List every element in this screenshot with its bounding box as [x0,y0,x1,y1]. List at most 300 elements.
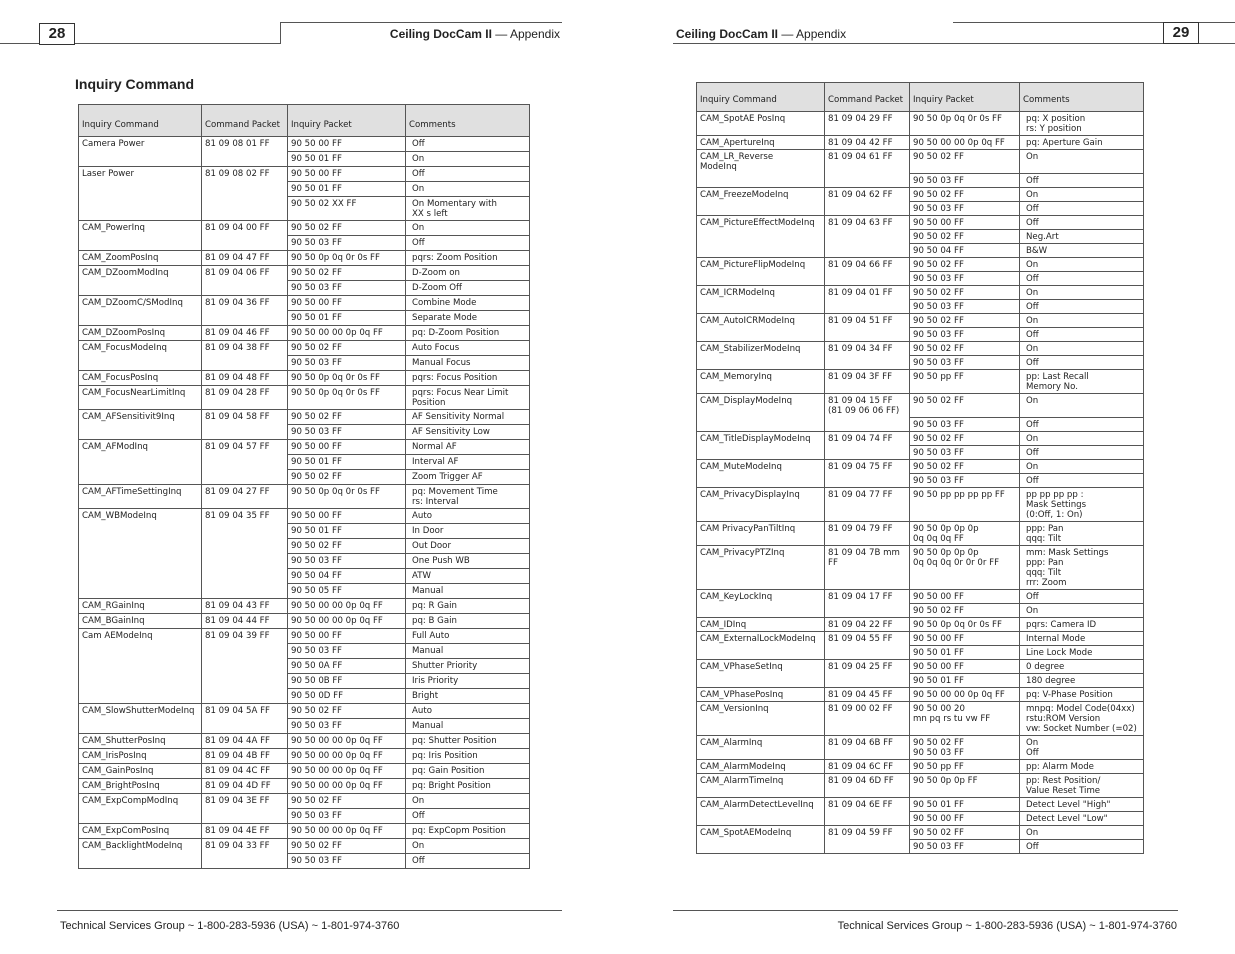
comment-cell: D-Zoom on [406,266,530,281]
inquiry-packet-cell: 90 50 0p 0p 0p 0q 0q 0q 0r 0r 0r FF [910,546,1020,590]
inquiry-packet-cell: 90 50 0p 0q 0r 0s FF [288,386,406,410]
table-row [79,137,530,152]
comment-cell: pq: B Gain [406,614,530,629]
comment-cell: Off [1020,300,1144,314]
inquiry-packet-cell: 90 50 0B FF [288,674,406,689]
comment-cell: On [1020,314,1144,328]
inquiry-packet-cell: 90 50 00 FF [288,509,406,524]
inquiry-command-cell: CAM_KeyLockInq [697,590,825,618]
inquiry-packet-cell: 90 50 03 FF [910,300,1020,314]
inquiry-packet-cell: 90 50 02 FF [288,470,406,485]
table-row [697,590,1144,604]
column-header: Comments [1020,83,1144,112]
command-packet-cell: 81 09 04 59 FF [825,826,910,854]
table-row [79,485,530,509]
table-row [697,136,1144,150]
command-packet-cell: 81 09 04 46 FF [202,326,288,341]
inquiry-command-cell: CAM_FreezeModeInq [697,188,825,216]
inquiry-packet-cell: 90 50 02 FF [288,794,406,809]
inquiry-packet-cell: 90 50 0p 0p FF [910,774,1020,798]
table-row [79,764,530,779]
table-row [79,824,530,839]
comment-cell: pq: Iris Position [406,749,530,764]
comment-cell: On Off [1020,736,1144,760]
table-row [697,798,1144,812]
command-packet-cell: 81 09 04 79 FF [825,522,910,546]
inquiry-packet-cell: 90 50 00 00 0p 0q FF [910,136,1020,150]
comment-cell: pq: Gain Position [406,764,530,779]
column-header: Command Packet [825,83,910,112]
header-title-rest: — Appendix [491,27,560,41]
command-packet-cell: 81 09 04 75 FF [825,460,910,488]
comment-cell: Full Auto [406,629,530,644]
inquiry-packet-cell: 90 50 00 00 0p 0q FF [288,599,406,614]
inquiry-packet-cell: 90 50 03 FF [288,809,406,824]
table-row [79,167,530,182]
comment-cell: Off [1020,418,1144,432]
table-row [697,342,1144,356]
header-title-rest: — Appendix [778,27,847,41]
table-row [79,794,530,809]
inquiry-command-cell: CAM_SpotAEModeInq [697,826,825,854]
footer-contact: Technical Services Group ~ 1-800-283-5936 (USA) ~ 1-801-974-3760 [837,920,1177,932]
inquiry-packet-cell: 90 50 01 FF [288,152,406,167]
command-packet-cell: 81 09 04 51 FF [825,314,910,342]
inquiry-packet-cell: 90 50 00 00 0p 0q FF [288,824,406,839]
command-packet-cell: 81 09 04 35 FF [202,509,288,599]
comment-cell: pqrs: Focus Near Limit Position [406,386,530,410]
inquiry-command-cell: CAM_ShutterPosInq [79,734,202,749]
command-packet-cell: 81 09 04 66 FF [825,258,910,286]
inquiry-command-cell: CAM_FocusNearLimitInq [79,386,202,410]
inquiry-packet-cell: 90 50 02 FF 90 50 03 FF [910,736,1020,760]
table-row [79,779,530,794]
table-row [697,736,1144,760]
inquiry-packet-cell: 90 50 01 FF [288,524,406,539]
inquiry-packet-cell: 90 50 00 FF [288,629,406,644]
command-packet-cell: 81 09 04 62 FF [825,188,910,216]
inquiry-command-cell: CAM_ICRModeInq [697,286,825,314]
table-row [697,150,1144,174]
inquiry-command-cell: CAM_BacklightModeInq [79,839,202,869]
inquiry-command-cell: CAM_WBModeInq [79,509,202,599]
command-packet-cell: 81 09 04 4D FF [202,779,288,794]
inquiry-packet-cell: 90 50 03 FF [910,328,1020,342]
table-row [697,702,1144,736]
inquiry-packet-cell: 90 50 02 FF [288,539,406,554]
inquiry-packet-cell: 90 50 00 00 0p 0q FF [288,764,406,779]
comment-cell: 180 degree [1020,674,1144,688]
column-header: Comments [406,105,530,137]
table-row [79,296,530,311]
table-row [79,614,530,629]
comment-cell: On [406,839,530,854]
table-row [79,326,530,341]
inquiry-packet-cell: 90 50 00 FF [910,216,1020,230]
inquiry-packet-cell: 90 50 02 FF [910,150,1020,174]
inquiry-command-cell: CAM_FocusModeInq [79,341,202,371]
inquiry-packet-cell: 90 50 02 FF [288,266,406,281]
inquiry-packet-cell: 90 50 02 FF [288,341,406,356]
comment-cell: On [1020,258,1144,272]
header-title-bold: Ceiling DocCam II [389,27,492,41]
comment-cell: pq: R Gain [406,599,530,614]
table-row [79,251,530,266]
comment-cell: On [406,182,530,197]
table-row [697,370,1144,394]
comment-cell: pq: Bright Position [406,779,530,794]
comment-cell: Line Lock Mode [1020,646,1144,660]
inquiry-command-cell: CAM_ZoomPosInq [79,251,202,266]
inquiry-packet-cell: 90 50 03 FF [910,446,1020,460]
command-packet-cell: 81 09 04 77 FF [825,488,910,522]
inquiry-packet-cell: 90 50 03 FF [288,425,406,440]
inquiry-command-cell: CAM_IrisPosInq [79,749,202,764]
comment-cell: AF Sensitivity Low [406,425,530,440]
comment-cell: Zoom Trigger AF [406,470,530,485]
command-packet-cell: 81 09 04 34 FF [825,342,910,370]
command-packet-cell: 81 09 04 58 FF [202,410,288,440]
inquiry-command-cell: CAM_PrivacyPTZInq [697,546,825,590]
inquiry-packet-cell: 90 50 03 FF [910,272,1020,286]
inquiry-command-cell: CAM_LR_Reverse ModeInq [697,150,825,188]
command-packet-cell: 81 09 04 63 FF [825,216,910,258]
inquiry-packet-cell: 90 50 01 FF [288,455,406,470]
comment-cell: mm: Mask Settings ppp: Pan qqq: Tilt rrr: Zoom [1020,546,1144,590]
inquiry-command-cell: CAM_PowerInq [79,221,202,251]
header-rule [280,22,281,44]
inquiry-command-cell: CAM_GainPosInq [79,764,202,779]
command-packet-cell: 81 09 04 55 FF [825,632,910,660]
comment-cell: On [1020,150,1144,174]
table-row [79,599,530,614]
comment-cell: Iris Priority [406,674,530,689]
inquiry-command-cell: CAM PrivacyPanTiltInq [697,522,825,546]
table-row [79,266,530,281]
inquiry-packet-cell: 90 50 03 FF [910,174,1020,188]
inquiry-packet-cell: 90 50 02 FF [288,221,406,236]
table-row [697,488,1144,522]
command-packet-cell: 81 09 04 6D FF [825,774,910,798]
footer-rule [673,910,1178,911]
command-packet-cell: 81 09 04 61 FF [825,150,910,188]
comment-cell: Normal AF [406,440,530,455]
inquiry-packet-cell: 90 50 03 FF [910,356,1020,370]
comment-cell: pp: Alarm Mode [1020,760,1144,774]
comment-cell: On [406,221,530,236]
inquiry-packet-cell: 90 50 04 FF [910,244,1020,258]
inquiry-packet-cell: 90 50 02 FF [910,314,1020,328]
inquiry-command-cell: CAM_DisplayModeInq [697,394,825,432]
header-title-bold: Ceiling DocCam II [676,27,779,41]
comment-cell: Off [1020,474,1144,488]
inquiry-packet-cell: 90 50 03 FF [288,281,406,296]
comment-cell: pp: Last Recall Memory No. [1020,370,1144,394]
comment-cell: Out Door [406,539,530,554]
inquiry-packet-cell: 90 50 03 FF [910,840,1020,854]
inquiry-packet-cell: 90 50 03 FF [288,854,406,869]
comment-cell: ATW [406,569,530,584]
inquiry-packet-cell: 90 50 02 FF [910,286,1020,300]
comment-cell: Off [1020,446,1144,460]
inquiry-packet-cell: 90 50 0p 0q 0r 0s FF [910,618,1020,632]
inquiry-command-cell: CAM_PrivacyDisplayInq [697,488,825,522]
inquiry-packet-cell: 90 50 04 FF [288,569,406,584]
inquiry-command-cell: CAM_RGainInq [79,599,202,614]
inquiry-command-cell: CAM_TitleDisplayModeInq [697,432,825,460]
command-packet-cell: 81 09 04 25 FF [825,660,910,688]
table-row [697,460,1144,474]
table-row [697,394,1144,418]
table-row [697,760,1144,774]
inquiry-packet-cell: 90 50 03 FF [288,356,406,371]
inquiry-command-cell: CAM_DZoomC/SModInq [79,296,202,326]
table-row [697,258,1144,272]
inquiry-packet-cell: 90 50 00 FF [910,590,1020,604]
comment-cell: Off [1020,202,1144,216]
inquiry-command-cell: CAM_AlarmDetectLevelInq [697,798,825,826]
inquiry-command-cell: CAM_AFModInq [79,440,202,485]
running-header [676,27,846,41]
table-row [697,688,1144,702]
comment-cell: pq: D-Zoom Position [406,326,530,341]
command-packet-cell: 81 09 04 39 FF [202,629,288,704]
comment-cell: Interval AF [406,455,530,470]
comment-cell: Off [406,809,530,824]
inquiry-command-cell: CAM_MemoryInq [697,370,825,394]
inquiry-packet-cell: 90 50 02 FF [288,410,406,425]
inquiry-command-cell: CAM_AFTimeSettingInq [79,485,202,509]
command-packet-cell: 81 09 04 27 FF [202,485,288,509]
inquiry-packet-cell: 90 50 00 00 0p 0q FF [288,614,406,629]
inquiry-packet-cell: 90 50 02 FF [910,432,1020,446]
command-packet-cell: 81 09 04 17 FF [825,590,910,618]
comment-cell: pp: Rest Position/ Value Reset Time [1020,774,1144,798]
comment-cell: On [406,794,530,809]
header-rule [280,22,562,23]
table-row [697,432,1144,446]
comment-cell: Manual [406,644,530,659]
column-header: Command Packet [202,105,288,137]
inquiry-packet-cell: 90 50 00 FF [288,137,406,152]
inquiry-packet-cell: 90 50 01 FF [288,311,406,326]
command-packet-cell: 81 09 04 4C FF [202,764,288,779]
inquiry-packet-cell: 90 50 0A FF [288,659,406,674]
inquiry-packet-cell: 90 50 02 FF [910,604,1020,618]
inquiry-packet-cell: 90 50 02 FF [910,342,1020,356]
comment-cell: pqrs: Zoom Position [406,251,530,266]
inquiry-command-cell: CAM_ExpCompModInq [79,794,202,824]
inquiry-command-cell: CAM_AlarmModeInq [697,760,825,774]
comment-cell: pq: Shutter Position [406,734,530,749]
comment-cell: On [1020,188,1144,202]
table-row [697,618,1144,632]
inquiry-packet-cell: 90 50 00 20 mn pq rs tu vw FF [910,702,1020,736]
table-row [79,509,530,524]
header-rule [673,43,1235,44]
comment-cell: One Push WB [406,554,530,569]
inquiry-packet-cell: 90 50 00 FF [910,660,1020,674]
command-packet-cell: 81 09 04 33 FF [202,839,288,869]
inquiry-packet-cell: 90 50 pp pp pp pp FF [910,488,1020,522]
comment-cell: Bright [406,689,530,704]
inquiry-packet-cell: 90 50 00 00 0p 0q FF [288,749,406,764]
inquiry-packet-cell: 90 50 pp FF [910,370,1020,394]
inquiry-packet-cell: 90 50 0p 0q 0r 0s FF [910,112,1020,136]
command-packet-cell: 81 09 04 6C FF [825,760,910,774]
inquiry-command-cell: CAM_PictureEffectModeInq [697,216,825,258]
inquiry-packet-cell: 90 50 03 FF [288,236,406,251]
section-title: Inquiry Command [75,76,195,92]
inquiry-command-cell: CAM_AFSensitivit9Inq [79,410,202,440]
inquiry-command-cell: CAM_ApertureInq [697,136,825,150]
command-packet-cell: 81 09 04 45 FF [825,688,910,702]
command-packet-cell: 81 09 04 4A FF [202,734,288,749]
inquiry-command-cell: CAM_BGainInq [79,614,202,629]
comment-cell: Manual [406,584,530,599]
comment-cell: Off [1020,216,1144,230]
comment-cell: On [1020,394,1144,418]
comment-cell: Off [1020,356,1144,370]
inquiry-command-cell: CAM_StabilizerModeInq [697,342,825,370]
comment-cell: Off [1020,590,1144,604]
inquiry-command-cell: CAM_ExternalLockModeInq [697,632,825,660]
inquiry-command-cell: CAM_AutoICRModeInq [697,314,825,342]
column-header: Inquiry Packet [910,83,1020,112]
comment-cell: In Door [406,524,530,539]
table-row [697,522,1144,546]
command-packet-cell: 81 09 08 01 FF [202,137,288,167]
comment-cell: 0 degree [1020,660,1144,674]
inquiry-packet-cell: 90 50 0D FF [288,689,406,704]
page-number: 28 [39,23,75,45]
inquiry-packet-cell: 90 50 02 FF [288,839,406,854]
inquiry-packet-cell: 90 50 02 FF [910,258,1020,272]
comment-cell: Combine Mode [406,296,530,311]
command-packet-cell: 81 09 00 02 FF [825,702,910,736]
command-packet-cell: 81 09 04 01 FF [825,286,910,314]
inquiry-packet-cell: 90 50 03 FF [288,554,406,569]
comment-cell: B&W [1020,244,1144,258]
comment-cell: Auto Focus [406,341,530,356]
inquiry-packet-cell: 90 50 00 00 0p 0q FF [288,779,406,794]
comment-cell: Off [1020,328,1144,342]
command-packet-cell: 81 09 04 43 FF [202,599,288,614]
table-row [79,734,530,749]
inquiry-command-cell: CAM_SpotAE PosInq [697,112,825,136]
comment-cell: Off [406,137,530,152]
inquiry-packet-cell: 90 50 01 FF [910,646,1020,660]
inquiry-command-cell: CAM_AlarmTimeInq [697,774,825,798]
inquiry-packet-cell: 90 50 00 FF [288,296,406,311]
command-packet-cell: 81 09 08 02 FF [202,167,288,221]
inquiry-command-cell: CAM_MuteModeInq [697,460,825,488]
inquiry-packet-cell: 90 50 03 FF [910,202,1020,216]
command-packet-cell: 81 09 04 74 FF [825,432,910,460]
inquiry-command-cell: CAM_PictureFlipModeInq [697,258,825,286]
command-packet-cell: 81 09 04 29 FF [825,112,910,136]
inquiry-packet-cell: 90 50 0p 0q 0r 0s FF [288,371,406,386]
comment-cell: pq: ExpCopm Position [406,824,530,839]
inquiry-command-cell: CAM_SlowShutterModeInq [79,704,202,734]
inquiry-command-table-right [696,82,1144,854]
table-row [697,774,1144,798]
inquiry-packet-cell: 90 50 02 FF [910,394,1020,418]
comment-cell: Neg.Art [1020,230,1144,244]
comment-cell: On [1020,460,1144,474]
comment-cell: pp pp pp pp : Mask Settings (0:Off, 1: On) [1020,488,1144,522]
inquiry-packet-cell: 90 50 02 FF [910,188,1020,202]
table-row [79,410,530,425]
comment-cell: Manual Focus [406,356,530,371]
comment-cell: Shutter Priority [406,659,530,674]
inquiry-command-cell: Camera Power [79,137,202,167]
inquiry-command-cell: CAM_FocusPosInq [79,371,202,386]
inquiry-packet-cell: 90 50 00 00 0p 0q FF [288,734,406,749]
inquiry-command-cell: CAM_IDInq [697,618,825,632]
comment-cell: ppp: Pan qqq: Tilt [1020,522,1144,546]
table-row [697,188,1144,202]
inquiry-packet-cell: 90 50 02 FF [288,704,406,719]
column-header: Inquiry Command [79,105,202,137]
command-packet-cell: 81 09 04 28 FF [202,386,288,410]
comment-cell: Off [406,167,530,182]
comment-cell: Auto [406,704,530,719]
command-packet-cell: 81 09 04 47 FF [202,251,288,266]
command-packet-cell: 81 09 04 00 FF [202,221,288,251]
comment-cell: On [1020,826,1144,840]
comment-cell: On [1020,342,1144,356]
inquiry-command-cell: CAM_ExpComPosInq [79,824,202,839]
inquiry-packet-cell: 90 50 0p 0q 0r 0s FF [288,251,406,266]
table-row [697,660,1144,674]
inquiry-command-cell: CAM_VPhaseSetInq [697,660,825,688]
command-packet-cell: 81 09 04 4B FF [202,749,288,764]
inquiry-packet-cell: 90 50 01 FF [288,182,406,197]
comment-cell: Off [1020,174,1144,188]
table-row [697,112,1144,136]
inquiry-command-cell: CAM_BrightPosInq [79,779,202,794]
page-number: 29 [1163,22,1199,44]
comment-cell: Off [406,236,530,251]
inquiry-packet-cell: 90 50 01 FF [910,798,1020,812]
inquiry-command-cell: CAM_DZoomPosInq [79,326,202,341]
inquiry-packet-cell: 90 50 00 FF [910,632,1020,646]
command-packet-cell: 81 09 04 57 FF [202,440,288,485]
inquiry-packet-cell: 90 50 00 00 0p 0q FF [910,688,1020,702]
column-header: Inquiry Packet [288,105,406,137]
inquiry-packet-cell: 90 50 03 FF [288,719,406,734]
comment-cell: pq: V-Phase Position [1020,688,1144,702]
table-row [697,826,1144,840]
table-row [79,704,530,719]
table-row [79,341,530,356]
comment-cell: pqrs: Focus Position [406,371,530,386]
inquiry-packet-cell: 90 50 0p 0p 0p 0q 0q 0q FF [910,522,1020,546]
table-row [79,839,530,854]
comment-cell: On Momentary with XX s left [406,197,530,221]
inquiry-packet-cell: 90 50 03 FF [910,418,1020,432]
column-header: Inquiry Command [697,83,825,112]
command-packet-cell: 81 09 04 38 FF [202,341,288,371]
comment-cell: Detect Level "High" [1020,798,1144,812]
comment-cell: On [1020,286,1144,300]
inquiry-command-cell: Cam AEModeInq [79,629,202,704]
inquiry-command-cell: CAM_VersionInq [697,702,825,736]
comment-cell: D-Zoom Off [406,281,530,296]
command-packet-cell: 81 09 04 36 FF [202,296,288,326]
inquiry-packet-cell: 90 50 02 XX FF [288,197,406,221]
